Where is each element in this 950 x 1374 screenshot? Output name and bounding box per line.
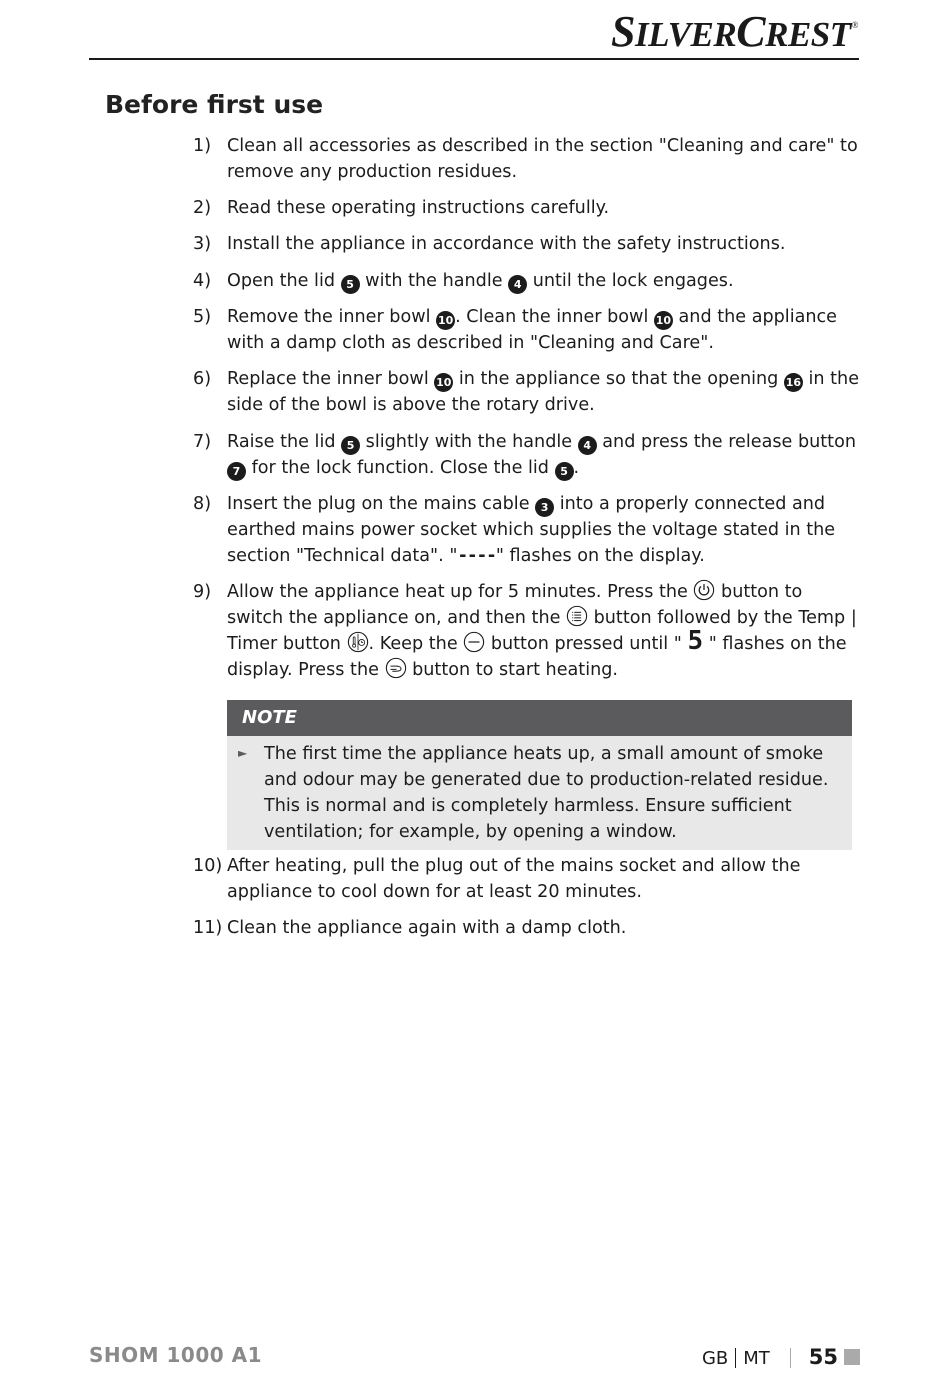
step-number: 5) bbox=[193, 307, 212, 327]
step-2 bbox=[193, 195, 863, 221]
display-digit: 5 bbox=[687, 626, 704, 656]
ref-number-badge: 16 bbox=[784, 373, 803, 392]
ref-number-badge: 3 bbox=[535, 498, 554, 517]
start-button-icon bbox=[385, 657, 407, 679]
ref-number-badge: 10 bbox=[434, 373, 453, 392]
language-code: MT bbox=[743, 1348, 770, 1369]
step-text: Clean the appliance again with a damp cloth. bbox=[227, 918, 627, 938]
step-text: Replace the inner bowl 10 in the appliance so that the opening 16 in the side of the bowl is above the rotary drive. bbox=[227, 369, 860, 415]
language-code: GB bbox=[701, 1348, 729, 1369]
step-5 bbox=[193, 304, 863, 356]
step-text: Open the lid 5 with the handle 4 until the lock engages. bbox=[227, 268, 863, 294]
power-button-icon bbox=[693, 579, 715, 601]
step-number: 2) bbox=[193, 198, 212, 218]
menu-button-icon bbox=[566, 605, 588, 627]
step-6 bbox=[193, 366, 863, 418]
minus-button-icon bbox=[463, 631, 485, 653]
step-3 bbox=[193, 231, 863, 257]
ref-number-badge: 4 bbox=[578, 436, 597, 455]
ref-number-badge: 7 bbox=[227, 462, 246, 481]
step-text: Install the appliance in accordance with the safety instructions. bbox=[227, 234, 786, 254]
step-number: 11) bbox=[193, 918, 223, 938]
step-number: 9) bbox=[193, 582, 212, 602]
step-number: 6) bbox=[193, 369, 212, 389]
step-10 bbox=[193, 853, 863, 905]
step-text: Raise the lid 5 slightly with the handle 4 and press the release button 7 for the lock function. Close the lid 5 . bbox=[227, 429, 863, 481]
display-dashes: ---- bbox=[457, 546, 496, 566]
step-text: Remove the inner bowl 10 . Clean the inner bowl 10 and the appliance with a damp cloth as described in "Cleaning and Care". bbox=[227, 307, 838, 353]
ref-number-badge: 5 bbox=[341, 436, 360, 455]
model-number: SHOM 1000 A1 bbox=[89, 1343, 263, 1367]
header-rule bbox=[89, 58, 859, 60]
note-text: The first time the appliance heats up, a small amount of smoke and odour may be generated due to production-related residue. This is normal and is completely harmless. Ensure sufficient ventilation; for example, by opening a window. bbox=[264, 744, 829, 842]
page-number: 55 bbox=[808, 1345, 838, 1369]
step-1 bbox=[193, 133, 863, 185]
step-number: 10) bbox=[193, 856, 223, 876]
step-number: 3) bbox=[193, 234, 212, 254]
step-7 bbox=[193, 429, 863, 481]
step-text: Clean all accessories as described in the section "Cleaning and care" to remove any production residues. bbox=[227, 136, 858, 182]
step-11 bbox=[193, 915, 863, 941]
step-4 bbox=[193, 268, 863, 294]
square-marker-icon bbox=[844, 1349, 860, 1365]
step-number: 7) bbox=[193, 432, 212, 452]
note-box bbox=[227, 736, 852, 850]
ref-number-badge: 4 bbox=[508, 275, 527, 294]
section-title: Before first use bbox=[105, 90, 324, 119]
note-heading-bar bbox=[227, 700, 852, 736]
ref-number-badge: 5 bbox=[555, 462, 574, 481]
temp-timer-button-icon bbox=[347, 631, 369, 653]
step-text: Read these operating instructions carefully. bbox=[227, 198, 610, 218]
step-number: 8) bbox=[193, 494, 212, 514]
step-text: After heating, pull the plug out of the mains socket and allow the appliance to cool down for at least 20 minutes. bbox=[227, 856, 801, 902]
step-9 bbox=[193, 579, 863, 683]
step-text: Allow the appliance heat up for 5 minutes. Press the button to switch the appliance on, and then the button followed by the Temp | Timer button . Keep the button pressed until " 5 " flashes on the display. Press the button to start heating. bbox=[227, 579, 863, 683]
ref-number-badge: 5 bbox=[341, 275, 360, 294]
note-heading: NOTE bbox=[242, 707, 297, 728]
divider bbox=[790, 1348, 791, 1368]
step-number: 1) bbox=[193, 136, 212, 156]
step-text: Insert the plug on the mains cable 3 into a properly connected and earthed mains power socket which supplies the voltage stated in the section "Technical data". "----" flashes on the display. bbox=[227, 494, 836, 566]
ref-number-badge: 10 bbox=[436, 311, 455, 330]
step-number: 4) bbox=[193, 271, 212, 291]
divider bbox=[735, 1348, 736, 1368]
brand-logo: SILVERCREST® bbox=[611, 7, 858, 56]
footer-page-info bbox=[702, 1345, 860, 1369]
bullet-arrow-icon: ► bbox=[238, 746, 248, 760]
step-8 bbox=[193, 491, 863, 569]
ref-number-badge: 10 bbox=[654, 311, 673, 330]
